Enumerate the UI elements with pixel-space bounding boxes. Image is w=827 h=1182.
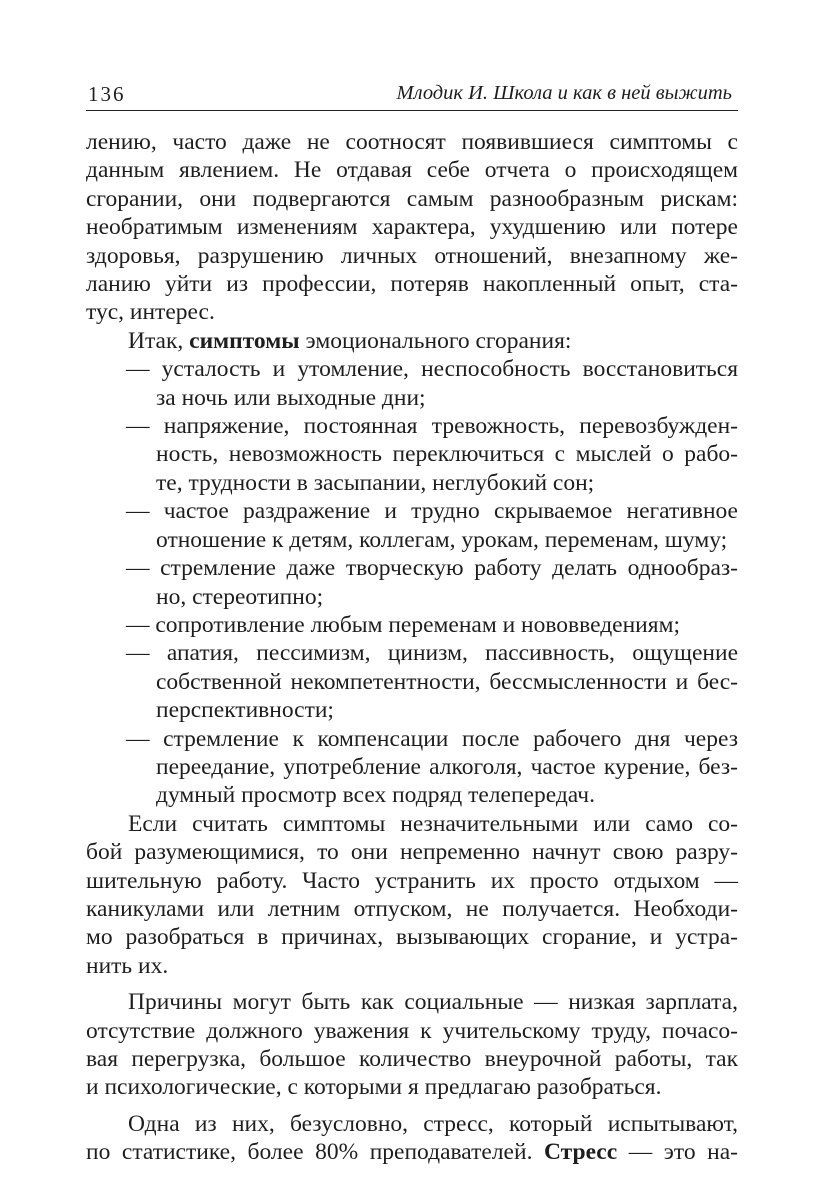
- text-line: и психологические, с которыми я предлагаю разобраться.: [86, 1074, 662, 1101]
- paragraph-stress: [86, 1110, 738, 1167]
- text-line: данным явлением. Не отдавая себе отчета о происходящем: [86, 157, 738, 184]
- running-header: [86, 80, 738, 111]
- list-item: — усталость и утомление, неспособность восстановиться за ночь или выходные дни;: [126, 356, 738, 411]
- text-line: Причины могут быть как социальные — низкая зарплата,: [128, 989, 738, 1016]
- list-item: — апатия, пессимизм, цинизм, пассивность, ощущение собственной некомпетентности, бессмысленности и бес- перспективности;: [126, 640, 738, 724]
- text-line: ланию уйти из профессии, потеряв накопленный опыт, ста-: [86, 271, 738, 298]
- list-item: — напряжение, постоянная тревожность, перевозбужден- ность, невозможность переключиться с мыслей о рабо- те, трудности в засыпании, неглубокий сон;: [126, 413, 738, 496]
- page-number: 136: [88, 82, 126, 106]
- text-line: Если считать симптомы незначительными или само со-: [128, 810, 738, 837]
- paragraph-continuation: [86, 128, 738, 327]
- text-line: необратимым изменениям характера, ухудшению или потере: [86, 214, 738, 241]
- symptoms-intro: Итак, симптомы эмоционального сгорания:: [128, 327, 572, 354]
- list-item: — сопротивление любым переменам и нововведениям;: [126, 611, 680, 638]
- text-line: по статистике, более 80% преподавателей. Стресс — это на-: [86, 1139, 738, 1166]
- running-title: Млодик И. Школа и как в ней выжить: [396, 82, 732, 104]
- symptoms-list: [86, 355, 738, 810]
- text-line: Одна из них, безусловно, стресс, который испытывают,: [128, 1110, 738, 1137]
- text-line: бой разумеющимися, то они непременно начнут свою разру-: [86, 839, 738, 866]
- paragraph-causes: [86, 988, 738, 1102]
- text-line: здоровья, разрушению личных отношений, внезапному же-: [86, 242, 738, 269]
- text-line: нить их.: [86, 952, 169, 979]
- text-line: мо разобраться в причинах, вызывающих сгорание, и устра-: [86, 924, 738, 951]
- text-line: тус, интерес.: [86, 299, 215, 326]
- text-line: сгорании, они подвергаются самым разнообразным рискам:: [86, 185, 738, 212]
- text-line: каникулами или летним отпуском, не получается. Необходи-: [86, 895, 738, 922]
- bold-term: Стресс: [544, 1139, 618, 1166]
- bold-term: симптомы: [189, 327, 300, 354]
- text-line: вая перегрузка, большое количество внеурочной работы, так: [86, 1046, 738, 1072]
- paragraph-consequences: [86, 810, 738, 980]
- text-line: отсутствие должного уважения к учительскому труду, почасо-: [86, 1017, 738, 1044]
- text-line: шительную работу. Часто устранить их просто отдыхом —: [86, 867, 738, 894]
- list-item: — стремление даже творческую работу делать однообраз- но, стереотипно;: [126, 555, 738, 610]
- list-item: — частое раздражение и трудно скрываемое негативное отношение к детям, коллегам, урокам, переменам, шуму;: [126, 498, 738, 553]
- list-item: — стремление к компенсации после рабочего дня через переедание, употребление алкоголя, частое курение, без- думный просмотр всех подряд телепередач.: [126, 725, 738, 809]
- page-body: [86, 128, 738, 1167]
- text-line: лению, часто даже не соотносят появившиеся симптомы с: [86, 129, 738, 155]
